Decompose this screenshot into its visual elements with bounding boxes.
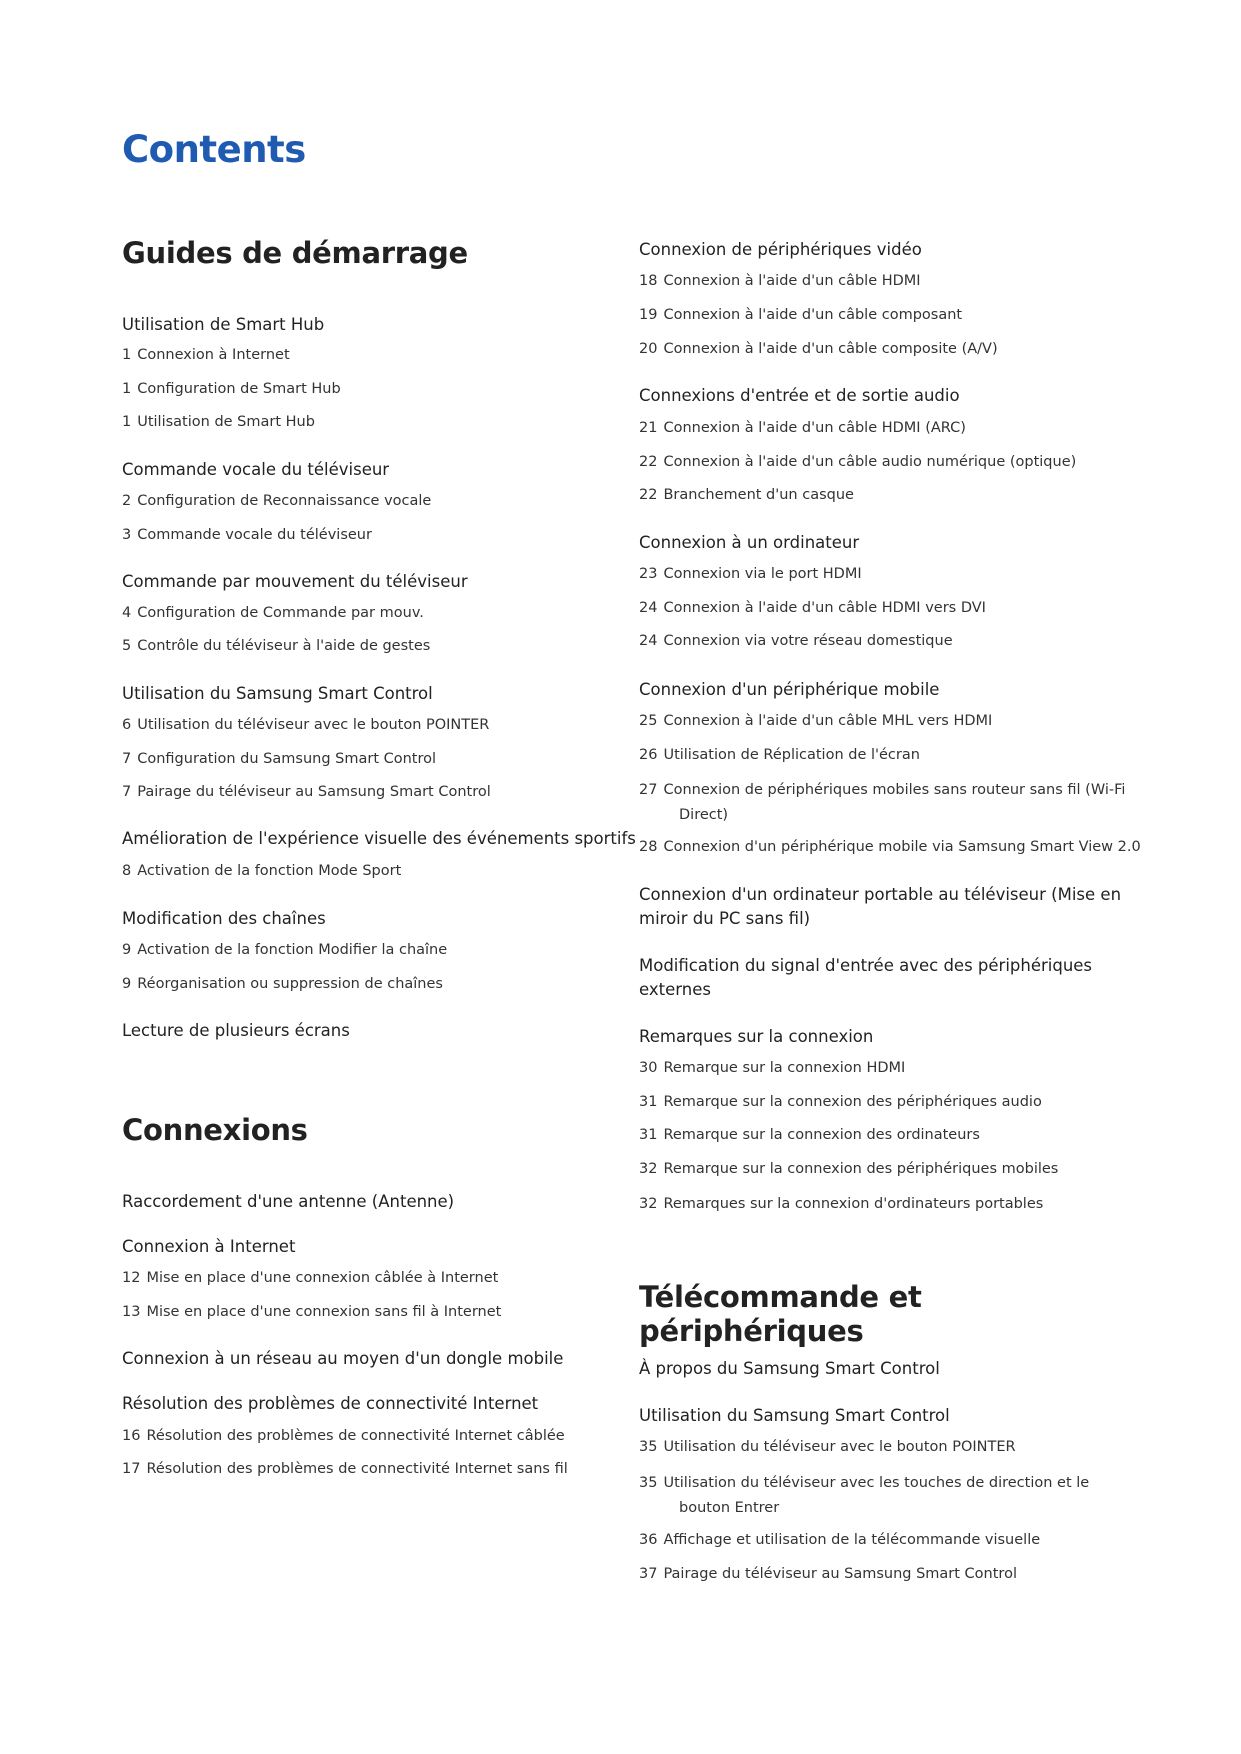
- chapter-heading: Guides de démarrage: [122, 236, 468, 270]
- toc-page-number: 32: [639, 1161, 658, 1177]
- toc-entry[interactable]: [122, 345, 622, 366]
- toc-page-number: 26: [639, 747, 658, 763]
- toc-page-number: 23: [639, 566, 658, 582]
- toc-entry-title: Connexion de périphériques mobiles sans routeur sans fil (Wi-Fi Direct): [663, 782, 1126, 823]
- toc-entry[interactable]: [639, 1437, 1129, 1458]
- page-title: Contents: [122, 128, 306, 171]
- toc-entry[interactable]: [122, 379, 622, 400]
- toc-page-number: 37: [639, 1566, 658, 1582]
- toc-page-number: 6: [122, 717, 132, 733]
- toc-entry[interactable]: [639, 1564, 1129, 1585]
- toc-page-number: 32: [639, 1196, 658, 1212]
- toc-entry-title: Affichage et utilisation de la télécommande visuelle: [663, 1532, 1041, 1548]
- toc-entry[interactable]: [639, 1058, 1129, 1079]
- toc-section-link[interactable]: Commande par mouvement du téléviseur: [122, 572, 468, 591]
- toc-entry[interactable]: [639, 778, 1129, 828]
- toc-entry[interactable]: [639, 631, 1129, 652]
- toc-page-number: 24: [639, 633, 658, 649]
- toc-entry-title: Connexion via le port HDMI: [663, 566, 862, 582]
- toc-entry[interactable]: [122, 1459, 622, 1480]
- toc-entry[interactable]: [122, 749, 622, 770]
- toc-entry[interactable]: [122, 491, 622, 512]
- toc-entry[interactable]: [122, 974, 622, 995]
- toc-entry[interactable]: [122, 525, 622, 546]
- toc-entry-title: Utilisation de Réplication de l'écran: [663, 747, 920, 763]
- toc-entry-title: Remarque sur la connexion des périphériques audio: [663, 1094, 1042, 1110]
- toc-section-link[interactable]: Connexion à un réseau au moyen d'un dongle mobile: [122, 1349, 564, 1368]
- toc-page-number: 28: [639, 839, 658, 855]
- toc-page-number: 36: [639, 1532, 658, 1548]
- toc-entry-title: Pairage du téléviseur au Samsung Smart Control: [663, 1566, 1017, 1582]
- toc-section-link[interactable]: Remarques sur la connexion: [639, 1027, 874, 1046]
- toc-page-number: 19: [639, 307, 658, 323]
- toc-section-link[interactable]: Résolution des problèmes de connectivité Internet: [122, 1394, 539, 1413]
- toc-page-number: 7: [122, 784, 132, 800]
- toc-entry-title: Résolution des problèmes de connectivité Internet câblée: [146, 1428, 565, 1444]
- toc-entry-title: Connexion à Internet: [137, 347, 290, 363]
- toc-entry-title: Résolution des problèmes de connectivité Internet sans fil: [146, 1461, 568, 1477]
- toc-entry[interactable]: [639, 598, 1129, 619]
- toc-entry-title: Connexion à l'aide d'un câble HDMI vers DVI: [663, 600, 986, 616]
- toc-entry-title: Contrôle du téléviseur à l'aide de gestes: [137, 638, 431, 654]
- toc-page-number: 9: [122, 976, 132, 992]
- chapter-heading: Télécommande et périphériques: [639, 1280, 922, 1348]
- toc-section-link[interactable]: À propos du Samsung Smart Control: [639, 1359, 940, 1378]
- toc-entry-title: Réorganisation ou suppression de chaînes: [137, 976, 443, 992]
- toc-page-number: 24: [639, 600, 658, 616]
- toc-entry[interactable]: [639, 1471, 1129, 1521]
- toc-page-number: 9: [122, 942, 132, 958]
- toc-entry-title: Utilisation du téléviseur avec le bouton POINTER: [663, 1439, 1016, 1455]
- toc-page-number: 7: [122, 751, 132, 767]
- toc-entry[interactable]: [639, 1159, 1129, 1180]
- toc-entry-title: Connexion à l'aide d'un câble HDMI: [663, 273, 921, 289]
- toc-page-number: 2: [122, 493, 132, 509]
- toc-entry-title: Commande vocale du téléviseur: [137, 527, 372, 543]
- toc-page-number: 1: [122, 381, 132, 397]
- toc-section-link[interactable]: Connexion à un ordinateur: [639, 533, 860, 552]
- toc-page-number: 20: [639, 341, 658, 357]
- toc-section-link[interactable]: Connexion d'un périphérique mobile: [639, 680, 940, 699]
- toc-page-number: 30: [639, 1060, 658, 1076]
- toc-entry[interactable]: [639, 745, 1129, 766]
- toc-entry-title: Mise en place d'une connexion sans fil à Internet: [146, 1304, 502, 1320]
- toc-entry-title: Activation de la fonction Modifier la chaîne: [137, 942, 448, 958]
- toc-entry[interactable]: [639, 837, 1149, 858]
- toc-entry[interactable]: [639, 564, 1129, 585]
- toc-entry-title: Connexion à l'aide d'un câble audio numérique (optique): [663, 454, 1077, 470]
- toc-section-link[interactable]: Lecture de plusieurs écrans: [122, 1021, 350, 1040]
- toc-section-link[interactable]: Amélioration de l'expérience visuelle des événements sportifs: [122, 829, 636, 848]
- toc-entry-title: Configuration du Samsung Smart Control: [137, 751, 437, 767]
- toc-section-link[interactable]: Modification du signal d'entrée avec des périphériques externes: [639, 956, 1093, 999]
- toc-section-link[interactable]: Connexions d'entrée et de sortie audio: [639, 386, 960, 405]
- toc-entry[interactable]: [639, 339, 1129, 360]
- toc-entry-title: Utilisation de Smart Hub: [137, 414, 315, 430]
- toc-section-link[interactable]: Modification des chaînes: [122, 909, 326, 928]
- toc-page-number: 1: [122, 414, 132, 430]
- toc-entry-title: Branchement d'un casque: [663, 487, 854, 503]
- toc-entry[interactable]: [639, 271, 1129, 292]
- toc-entry-title: Connexion à l'aide d'un câble composite (A/V): [663, 341, 998, 357]
- toc-entry-title: Remarques sur la connexion d'ordinateurs portables: [663, 1196, 1044, 1212]
- toc-entry-title: Configuration de Smart Hub: [137, 381, 341, 397]
- toc-entry[interactable]: [639, 418, 1129, 439]
- toc-section-link[interactable]: Utilisation du Samsung Smart Control: [122, 684, 433, 703]
- toc-entry[interactable]: [639, 1125, 1129, 1146]
- toc-page-number: 8: [122, 863, 132, 879]
- toc-entry-title: Mise en place d'une connexion câblée à Internet: [146, 1270, 499, 1286]
- chapter-heading: Connexions: [122, 1113, 308, 1147]
- toc-section-link[interactable]: Connexion d'un ordinateur portable au téléviseur (Mise en miroir du PC sans fil): [639, 885, 1122, 928]
- toc-entry[interactable]: [122, 940, 622, 961]
- toc-page-number: 21: [639, 420, 658, 436]
- toc-page-number: 18: [639, 273, 658, 289]
- toc-section-link[interactable]: Raccordement d'une antenne (Antenne): [122, 1192, 455, 1211]
- toc-section-link[interactable]: Utilisation de Smart Hub: [122, 315, 325, 334]
- toc-page-number: 27: [639, 782, 658, 798]
- toc-entry-title: Configuration de Reconnaissance vocale: [137, 493, 432, 509]
- toc-page-number: 4: [122, 605, 132, 621]
- toc-page-number: 16: [122, 1428, 141, 1444]
- toc-entry-title: Remarque sur la connexion des périphériques mobiles: [663, 1161, 1059, 1177]
- toc-entry[interactable]: [639, 1092, 1129, 1113]
- toc-page-number: 35: [639, 1475, 658, 1491]
- toc-entry[interactable]: [639, 711, 1129, 732]
- toc-entry[interactable]: [122, 782, 622, 803]
- toc-entry-title: Remarque sur la connexion HDMI: [663, 1060, 906, 1076]
- toc-entry[interactable]: [639, 305, 1129, 326]
- toc-section-link[interactable]: Commande vocale du téléviseur: [122, 460, 390, 479]
- toc-entry-title: Connexion d'un périphérique mobile via Samsung Smart View 2.0: [663, 839, 1141, 855]
- toc-entry[interactable]: [122, 636, 622, 657]
- toc-entry[interactable]: [122, 1426, 622, 1447]
- toc-entry-title: Pairage du téléviseur au Samsung Smart Control: [137, 784, 491, 800]
- toc-section-link[interactable]: Connexion de périphériques vidéo: [639, 240, 922, 259]
- toc-page-number: 12: [122, 1270, 141, 1286]
- toc-page-number: 31: [639, 1127, 658, 1143]
- toc-page-number: 22: [639, 454, 658, 470]
- toc-entry[interactable]: [639, 1194, 1129, 1215]
- toc-page-number: 5: [122, 638, 132, 654]
- toc-entry-title: Configuration de Commande par mouv.: [137, 605, 424, 621]
- toc-page-number: 25: [639, 713, 658, 729]
- toc-entry[interactable]: [639, 452, 1129, 473]
- toc-entry[interactable]: [122, 861, 622, 882]
- toc-entry-title: Utilisation du téléviseur avec le bouton POINTER: [137, 717, 490, 733]
- toc-page-number: 17: [122, 1461, 141, 1477]
- toc-entry-title: Remarque sur la connexion des ordinateurs: [663, 1127, 980, 1143]
- toc-entry-title: Connexion à l'aide d'un câble MHL vers HDMI: [663, 713, 993, 729]
- toc-page-number: 31: [639, 1094, 658, 1110]
- toc-entry[interactable]: [122, 715, 622, 736]
- toc-entry-title: Utilisation du téléviseur avec les touches de direction et le bouton Entrer: [663, 1475, 1090, 1516]
- toc-entry-title: Connexion à l'aide d'un câble HDMI (ARC): [663, 420, 966, 436]
- toc-page-number: 13: [122, 1304, 141, 1320]
- toc-section-link[interactable]: Connexion à Internet: [122, 1237, 296, 1256]
- toc-entry-title: Connexion via votre réseau domestique: [663, 633, 953, 649]
- toc-entry[interactable]: [122, 412, 622, 433]
- toc-entry[interactable]: [639, 485, 1129, 506]
- toc-entry[interactable]: [122, 1302, 622, 1323]
- toc-entry-title: Activation de la fonction Mode Sport: [137, 863, 402, 879]
- toc-entry[interactable]: [122, 603, 622, 624]
- toc-entry[interactable]: [639, 1530, 1129, 1551]
- toc-page-number: 3: [122, 527, 132, 543]
- toc-page-number: 1: [122, 347, 132, 363]
- toc-page-number: 22: [639, 487, 658, 503]
- toc-entry-title: Connexion à l'aide d'un câble composant: [663, 307, 963, 323]
- toc-section-link[interactable]: Utilisation du Samsung Smart Control: [639, 1406, 950, 1425]
- toc-entry[interactable]: [122, 1268, 622, 1289]
- toc-page-number: 35: [639, 1439, 658, 1455]
